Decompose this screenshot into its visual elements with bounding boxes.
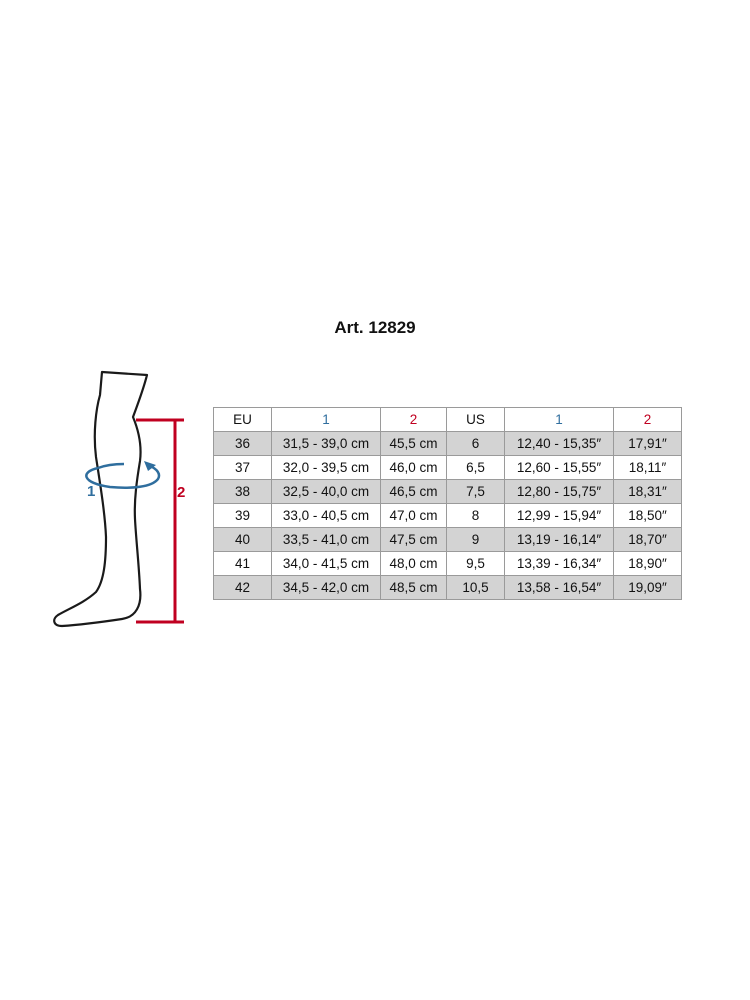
cell-height-cm: 48,5 cm: [381, 576, 447, 600]
cell-eu: 41: [214, 552, 272, 576]
cell-circumference-cm: 34,5 - 42,0 cm: [272, 576, 381, 600]
table-row: [214, 552, 682, 576]
cell-circumference-in: 12,99 - 15,94″: [505, 504, 614, 528]
cell-circumference-in: 12,60 - 15,55″: [505, 456, 614, 480]
cell-eu: 42: [214, 576, 272, 600]
header-height-in: 2: [614, 408, 682, 432]
cell-height-in: 17,91″: [614, 432, 682, 456]
cell-height-in: 18,31″: [614, 480, 682, 504]
cell-us: 6: [447, 432, 505, 456]
cell-us: 6,5: [447, 456, 505, 480]
cell-us: 9: [447, 528, 505, 552]
diagram-label-2: 2: [177, 484, 186, 501]
cell-height-cm: 46,5 cm: [381, 480, 447, 504]
cell-height-cm: 48,0 cm: [381, 552, 447, 576]
cell-eu: 36: [214, 432, 272, 456]
cell-circumference-in: 12,40 - 15,35″: [505, 432, 614, 456]
header-height-cm: 2: [381, 408, 447, 432]
leg-outline: [54, 372, 147, 626]
size-table: [213, 407, 682, 600]
cell-circumference-cm: 32,5 - 40,0 cm: [272, 480, 381, 504]
cell-height-cm: 45,5 cm: [381, 432, 447, 456]
cell-circumference-in: 13,39 - 16,34″: [505, 552, 614, 576]
leg-measurement-diagram: [40, 365, 200, 635]
table-row: [214, 456, 682, 480]
cell-height-in: 18,11″: [614, 456, 682, 480]
cell-eu: 40: [214, 528, 272, 552]
cell-height-cm: 46,0 cm: [381, 456, 447, 480]
page-title: Art. 12829: [334, 318, 416, 337]
cell-circumference-in: 12,80 - 15,75″: [505, 480, 614, 504]
cell-height-in: 18,50″: [614, 504, 682, 528]
table-row: [214, 432, 682, 456]
table-row: [214, 480, 682, 504]
cell-circumference-in: 13,58 - 16,54″: [505, 576, 614, 600]
cell-circumference-cm: 34,0 - 41,5 cm: [272, 552, 381, 576]
table-row: [214, 504, 682, 528]
cell-circumference-cm: 31,5 - 39,0 cm: [272, 432, 381, 456]
cell-circumference-cm: 32,0 - 39,5 cm: [272, 456, 381, 480]
header-circumference-cm: 1: [272, 408, 381, 432]
cell-us: 8: [447, 504, 505, 528]
cell-eu: 37: [214, 456, 272, 480]
table-row: [214, 576, 682, 600]
cell-height-cm: 47,5 cm: [381, 528, 447, 552]
diagram-label-1: 1: [87, 483, 96, 500]
cell-circumference-cm: 33,5 - 41,0 cm: [272, 528, 381, 552]
table-header-row: [214, 408, 682, 432]
header-us: US: [447, 408, 505, 432]
cell-circumference-cm: 33,0 - 40,5 cm: [272, 504, 381, 528]
cell-height-in: 19,09″: [614, 576, 682, 600]
cell-circumference-in: 13,19 - 16,14″: [505, 528, 614, 552]
cell-us: 7,5: [447, 480, 505, 504]
table-row: [214, 528, 682, 552]
cell-us: 9,5: [447, 552, 505, 576]
cell-height-cm: 47,0 cm: [381, 504, 447, 528]
cell-eu: 38: [214, 480, 272, 504]
cell-height-in: 18,90″: [614, 552, 682, 576]
cell-us: 10,5: [447, 576, 505, 600]
header-circumference-in: 1: [505, 408, 614, 432]
cell-height-in: 18,70″: [614, 528, 682, 552]
header-eu: EU: [214, 408, 272, 432]
circumference-arc-back: [98, 464, 124, 468]
cell-eu: 39: [214, 504, 272, 528]
